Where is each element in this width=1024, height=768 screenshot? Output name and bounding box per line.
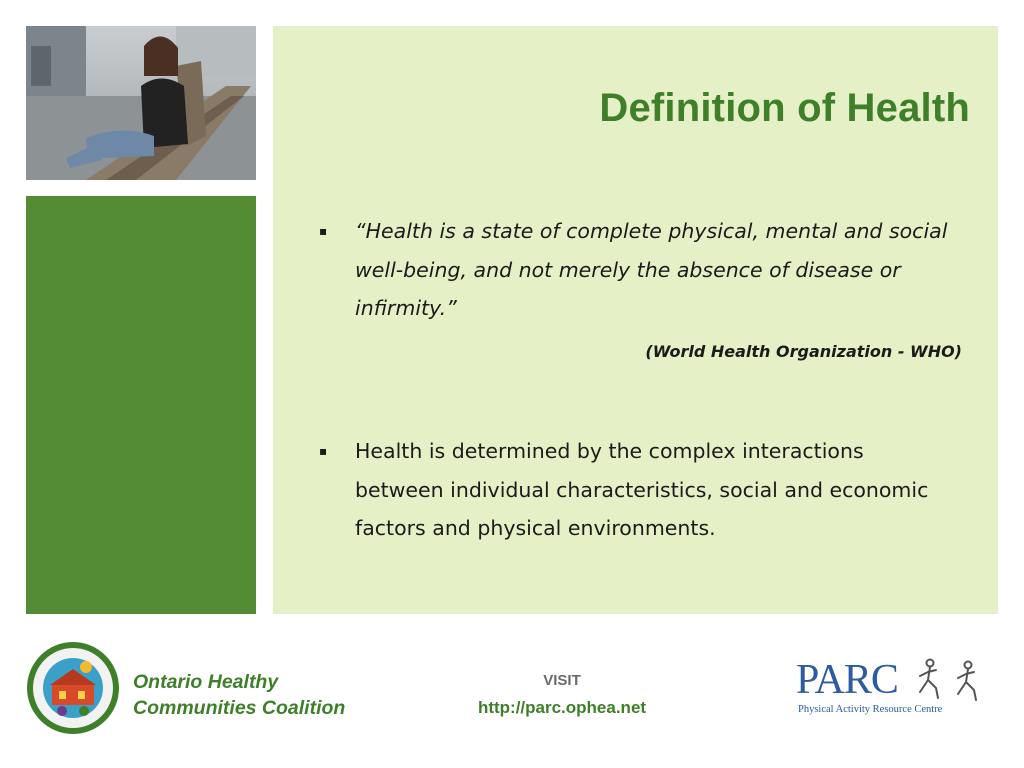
- visit-block: [430, 672, 694, 718]
- visit-label: VISIT: [543, 672, 581, 689]
- organization-name-line1: Ontario Healthy: [133, 671, 279, 693]
- quote-attribution: (World Health Organization - WHO): [645, 342, 962, 361]
- parc-logo-subtitle: Physical Activity Resource Centre: [798, 704, 943, 715]
- organization-name-line2: Communities Coalition: [133, 697, 346, 719]
- runners-icon: [916, 658, 996, 702]
- parc-logo-word: PARC: [796, 657, 898, 703]
- bullet-marker: ▪: [319, 224, 328, 238]
- bullet-marker: ▪: [319, 444, 328, 458]
- organization-name: [133, 669, 345, 721]
- ohcc-logo: [26, 641, 120, 735]
- bullet-text: Health is determined by the complex interactions between individual characteristics, social and economic factors and physical environments.: [355, 439, 929, 540]
- woman-on-bench-photo: [26, 26, 256, 180]
- parc-website-link[interactable]: http://parc.ophea.net: [477, 698, 647, 717]
- slide-title: Definition of Health: [599, 86, 970, 130]
- content-panel: [273, 26, 998, 614]
- bullet-text: “Health is a state of complete physical, mental and social well-being, and not merely the absence of disease or infirmity.”: [355, 219, 948, 320]
- parc-logo: [796, 656, 996, 720]
- accent-block: [26, 196, 256, 614]
